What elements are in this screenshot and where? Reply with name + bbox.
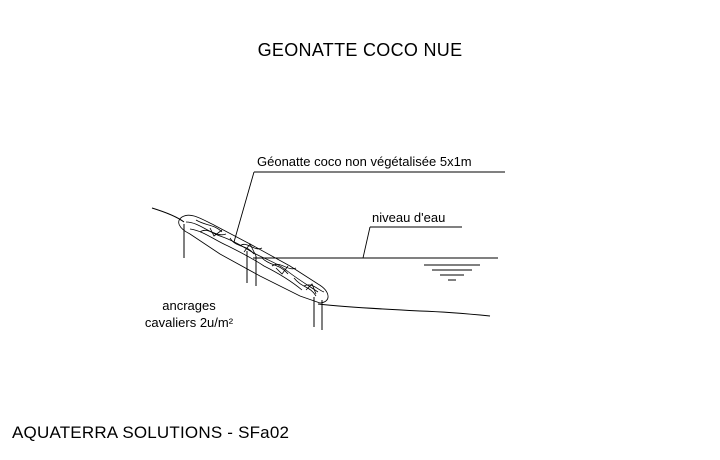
anchors-label-line1: ancrages [162, 298, 216, 313]
ground-profile-toe [318, 304, 490, 316]
anchors-label-line2: cavaliers 2u/m² [144, 315, 234, 330]
company-footer: AQUATERRA SOLUTIONS - SFa02 [12, 423, 290, 442]
geonatte-label: Géonatte coco non végétalisée 5x1m [257, 154, 472, 169]
drawing-title: GEONATTE COCO NUE [257, 40, 463, 60]
water-level-leader [363, 227, 462, 258]
water-level-label: niveau d'eau [372, 210, 446, 225]
water-level-symbol-icon [424, 265, 480, 280]
coconut-geomat [179, 215, 328, 303]
geonatte-leader [234, 172, 505, 242]
